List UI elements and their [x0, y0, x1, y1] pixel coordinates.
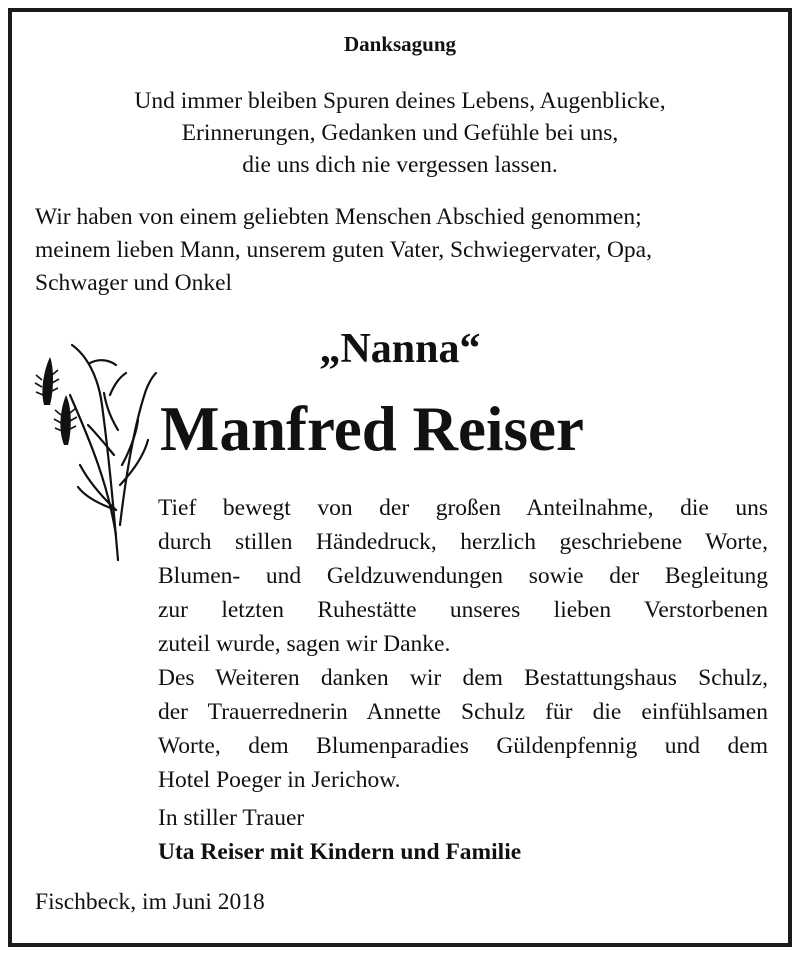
- signoff-text: In stiller Trauer: [158, 805, 305, 831]
- poem-line: Erinnerungen, Gedanken und Gefühle bei uns,: [181, 120, 619, 146]
- thanks-line: zuteil wurde, sagen wir Danke.: [158, 631, 451, 657]
- thanks-line: der Trauerrednerin Annette Schulz für die einfühlsamen: [158, 699, 768, 725]
- family-signature: Uta Reiser mit Kindern und Familie: [158, 839, 522, 865]
- thanks-line: Blumen- und Geldzuwendungen sowie der Begleitung: [158, 563, 768, 589]
- thanks-line: Tief bewegt von der großen Anteilnahme, die uns: [158, 495, 768, 521]
- nickname: „Nanna“: [319, 326, 481, 372]
- intro-line: meinem lieben Mann, unserem guten Vater, Schwiegervater, Opa,: [35, 237, 652, 263]
- intro-line: Schwager und Onkel: [35, 270, 233, 296]
- poem-line: die uns dich nie vergessen lassen.: [242, 152, 558, 178]
- thanks-line: Worte, dem Blumenparadies Güldenpfennig und dem: [158, 733, 768, 759]
- thanks-line: Des Weiteren danken wir dem Bestattungshaus Schulz,: [158, 665, 768, 691]
- place-date: Fischbeck, im Juni 2018: [35, 889, 265, 915]
- deceased-name: Manfred Reiser: [160, 394, 584, 464]
- poem: [0, 85, 800, 181]
- thanks-line: Hotel Poeger in Jerichow.: [158, 767, 401, 793]
- notice-heading: Danksagung: [343, 32, 457, 56]
- wheat-grass-icon: [30, 335, 160, 565]
- thanks-line: durch stillen Händedruck, herzlich geschriebene Worte,: [158, 529, 768, 555]
- intro-line: Wir haben von einem geliebten Menschen Abschied genommen;: [35, 204, 642, 230]
- thanks-line: zur letzten Ruhestätte unseres lieben Verstorbenen: [158, 597, 768, 623]
- signoff-block: [158, 801, 768, 869]
- intro-text: [35, 201, 765, 300]
- poem-line: Und immer bleiben Spuren deines Lebens, Augenblicke,: [134, 88, 666, 114]
- thanks-text: [158, 491, 768, 797]
